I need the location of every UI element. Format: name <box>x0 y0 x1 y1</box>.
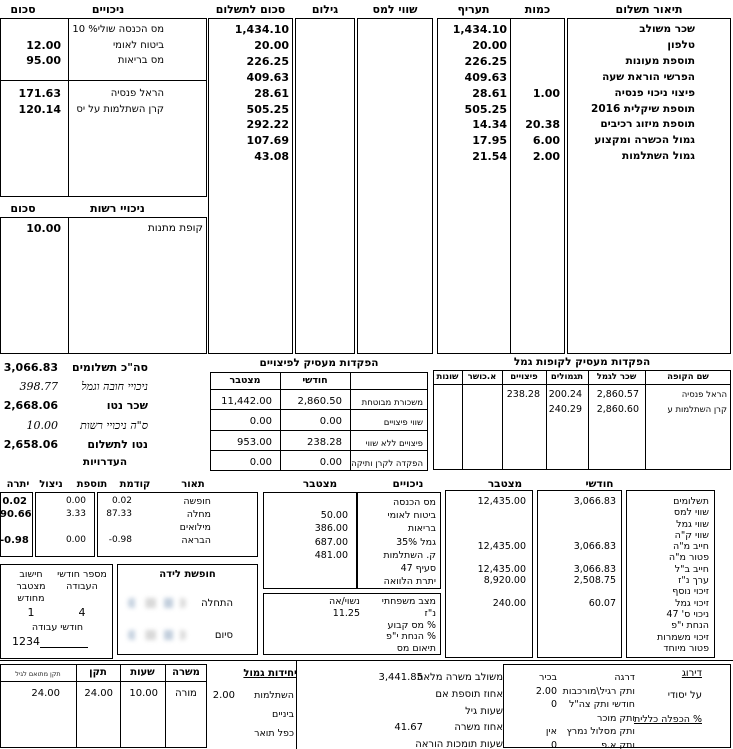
fund-deduction-label: הראל פנסיה <box>110 88 164 99</box>
summary-value: 2,668.06 <box>3 399 58 413</box>
payment-rate: 1,434.10 <box>452 23 507 36</box>
payment-desc: טלפון <box>667 38 695 51</box>
severance-label: הפקדה לקרן ותיקה <box>351 459 423 470</box>
tax-total-cumulative-value <box>445 643 526 654</box>
tax-total-monthly-value <box>537 530 616 541</box>
optional-deduction-label: קופת מתנות <box>147 222 203 234</box>
work-months-count-header: מספר חודשי העבודה <box>57 569 107 592</box>
tax-total-monthly-value: 3,066.83 <box>573 563 616 575</box>
gemel-column-header: שם הקופה <box>667 372 709 382</box>
cumulative-deduction-label: ביטוח לאומי <box>387 510 436 522</box>
payment-amount: 226.25 <box>246 54 289 68</box>
gmul-units-values <box>205 686 235 743</box>
severance-cumulative-values <box>210 392 280 474</box>
payment-rate: 505.25 <box>464 102 507 116</box>
payment-amount: 409.63 <box>246 70 289 84</box>
blank-fill-line <box>40 636 88 648</box>
work-months-footer-value <box>12 635 88 648</box>
family-status-labels <box>360 596 439 655</box>
work-months-calc-header: חישוב מצטבר מחודש <box>16 569 46 604</box>
tax-total-label: שווי למס <box>673 507 709 519</box>
absences-column-header: ניצול <box>39 479 63 490</box>
cumulative-deduction-label: סעיף 47 <box>400 563 436 575</box>
grading-value: 2.00 <box>535 685 557 697</box>
summary-value: 3,066.83 <box>3 361 58 374</box>
gemel-column-header: שכר לגמל <box>596 372 637 382</box>
payments-qty-header: כמות <box>524 3 551 16</box>
tax-total-label: ניכוי ס' 47 <box>666 608 709 620</box>
gemel-pitzuim-value <box>502 402 540 417</box>
summary-value: 2,658.06 <box>3 437 58 451</box>
payments-grossup-column-box <box>295 18 355 354</box>
cumulative-deduction-value <box>263 562 348 575</box>
rate-qty-divider <box>510 18 511 354</box>
tax-total-monthly-value <box>537 609 616 620</box>
family-status-label: נ"ז <box>424 607 436 619</box>
tax-total-cumulative-value <box>445 507 526 518</box>
severance-label: משכורת מבוטחת <box>361 398 423 408</box>
payments-rate-column <box>437 22 510 165</box>
gmul-unit-value <box>205 724 235 743</box>
absences-previous-values <box>97 495 134 547</box>
payment-qty: 6.00 <box>532 134 560 148</box>
tax-totals-cumulative-values <box>445 496 531 654</box>
work-months-footer-label: חודשי עבודה <box>31 622 84 633</box>
tax-total-monthly-value: 2,508.75 <box>573 575 616 587</box>
position-column-header: תקן מתואם לגיל <box>15 670 61 678</box>
gemel-title: הפקדות מעסיק לקופות גמל <box>513 356 651 368</box>
tax-total-cumulative-value <box>445 530 526 541</box>
tax-total-cumulative-value <box>445 586 526 597</box>
absence-added-value: 0.00 <box>65 535 86 545</box>
severance-monthly-value: 2,860.50 <box>297 396 342 407</box>
cumulative-deductions-values <box>263 496 355 588</box>
position-cell: 24.00 <box>31 688 60 699</box>
family-status-values <box>263 596 362 655</box>
grading-value <box>505 712 557 726</box>
position-column-header: משרה <box>172 667 200 678</box>
payment-qty: 1.00 <box>532 86 560 100</box>
tax-total-monthly-value <box>537 552 616 563</box>
tax-total-monthly-value <box>537 519 616 530</box>
tax-total-label: חייב מ"ה <box>673 541 709 553</box>
gemel-grid-line <box>645 370 646 470</box>
absences-title: העדרויות <box>82 456 128 468</box>
employee-months-number: 1234 <box>12 635 40 648</box>
payment-qty <box>512 102 560 118</box>
severance-label: שווי פיצויים <box>383 418 423 429</box>
gmul-unit-value <box>205 705 235 724</box>
payment-rate: 17.95 <box>472 134 507 148</box>
gemel-salary-values <box>588 387 643 417</box>
payment-amount: 107.69 <box>246 134 289 148</box>
gemel-salary-value: 2,860.60 <box>596 404 639 415</box>
summary-value: 398.77 <box>19 380 58 394</box>
salary-base-values <box>343 670 423 749</box>
tax-total-label: הנחת י"פ <box>671 620 709 632</box>
tax-total-label: זיכוי נוסף <box>672 586 709 598</box>
severance-monthly-value: 0.00 <box>319 416 342 428</box>
cumulative-deduction-label: גמל 35% <box>396 536 436 548</box>
tax-total-label: פטור מ"ה <box>668 552 709 564</box>
gemel-grid-line <box>433 384 731 385</box>
absences-column-header: יתרה <box>6 479 30 490</box>
maternity-title: חופשת לידה <box>159 569 216 580</box>
fund-deduction-amounts <box>0 86 69 117</box>
payment-desc: תוספת שיקלית 2016 <box>591 102 695 115</box>
salary-base-value <box>343 737 423 749</box>
salary-base-label: שעות גיל <box>465 705 503 717</box>
gemel-tagmulim-value: 200.24 <box>548 389 582 400</box>
severance-monthly-value: 0.00 <box>319 457 342 469</box>
payments-amount-column <box>208 22 293 165</box>
optional-deduction-labels <box>69 221 206 237</box>
maternity-end-label: סיום <box>214 630 233 641</box>
deduction-amount: 12.00 <box>26 38 61 52</box>
cumulative-deduction-label: יתרת הלוואה <box>383 576 436 588</box>
grading-values <box>505 671 557 749</box>
family-status-label: תיאום מס <box>396 643 436 655</box>
absence-added-value: 3.33 <box>65 509 86 519</box>
payment-desc: פיצוי ניכוי פנסיה <box>614 86 695 99</box>
payments-desc-header: תיאור תשלום <box>615 3 683 16</box>
optional-deduction-amount: 10.00 <box>26 222 61 235</box>
gmul-unit-label: השתלמות <box>254 690 294 701</box>
absence-balance-value: 90.66 <box>0 509 32 520</box>
absence-previous-value <box>97 521 132 534</box>
grading-label: ותק מסלול נמרץ <box>566 726 635 737</box>
tax-total-label: פטור מיוחד <box>663 642 709 654</box>
severance-labels <box>350 393 426 475</box>
cumulative-deduction-value: 687.00 <box>314 536 348 548</box>
payment-rate: 28.61 <box>472 86 507 100</box>
payment-qty: 2.00 <box>532 150 560 164</box>
grading-rating-value: על יסודי <box>667 690 702 701</box>
salary-base-value <box>343 687 423 704</box>
family-status-value <box>263 620 360 632</box>
payment-desc: תוספת מיזוג רכיבים <box>600 118 695 131</box>
tax-total-cumulative-value: 12,435.00 <box>477 563 526 575</box>
payments-amount-header: סכום לתשלום <box>215 3 286 16</box>
payments-taxvalue-header: שווי למס <box>372 3 418 16</box>
family-status-label: מצב משפחתי <box>381 596 436 607</box>
grading-rating-label: דירוג <box>681 668 702 679</box>
payment-amount: 292.22 <box>246 118 289 132</box>
gemel-grid-line <box>546 370 547 470</box>
gmul-unit-label: כפל תואר <box>254 728 294 739</box>
tax-total-label: שווי גמל <box>676 518 709 530</box>
bottom-band-separator <box>0 660 733 661</box>
absence-label: חופשה <box>183 496 211 507</box>
maternity-end-value-redacted <box>128 630 186 640</box>
tax-total-monthly-value: 3,066.83 <box>573 541 616 553</box>
work-months-count-value: 4 <box>78 606 86 619</box>
cumulative-deduction-label: בריאות <box>407 523 436 535</box>
family-status-label: % הנחת י"פ <box>386 631 436 643</box>
severance-grid-line <box>210 389 428 390</box>
family-status-value <box>263 631 360 643</box>
tax-total-label: זיכוי גמל <box>675 597 709 609</box>
tax-total-monthly-value <box>537 620 616 631</box>
severance-cumulative-value: 0.00 <box>249 457 272 469</box>
summary-label: ניכויי חובה וגמל <box>81 380 148 394</box>
grading-label: דרגה <box>614 672 635 683</box>
severance-cumulative-header: מצטבר <box>229 375 261 386</box>
cumulative-deductions-title: ניכויים <box>392 478 424 490</box>
salary-base-value: 41.67 <box>394 722 423 734</box>
gemel-pitzuim-value: 238.28 <box>506 389 540 400</box>
grading-label: ותק מוכר <box>596 712 635 724</box>
maternity-start-value-redacted <box>128 598 186 608</box>
cumulative-deduction-label: מס הכנסה <box>392 497 436 508</box>
payment-amount: 20.00 <box>254 38 289 52</box>
summary-label: נטו לתשלום <box>87 437 148 451</box>
grading-label: חודשי ותק צה"ל <box>568 699 635 710</box>
absence-added-value <box>35 521 86 534</box>
position-column-header: שעות <box>130 667 155 678</box>
severance-monthly-header: חודשי <box>302 375 328 386</box>
summary-label: סה"כ תשלומים <box>72 361 148 374</box>
payment-qty <box>512 54 560 70</box>
tax-total-monthly-value <box>537 643 616 654</box>
tax-total-monthly-value: 60.07 <box>588 597 616 609</box>
tax-total-cumulative-value <box>445 519 526 530</box>
deduction-amount <box>0 22 61 38</box>
optional-deductions-amount-header: סכום <box>10 202 36 215</box>
tax-total-cumulative-value <box>445 632 526 643</box>
payment-desc: תוספת מעונות <box>625 54 695 67</box>
absence-previous-value: 0.02 <box>111 496 132 506</box>
payment-rate: 14.34 <box>472 118 507 132</box>
summary-values <box>0 358 62 454</box>
tax-total-cumulative-value: 240.00 <box>492 597 526 609</box>
tax-total-label: זיכוי משמרות <box>657 631 709 643</box>
tax-total-label: תשלומים <box>673 496 709 507</box>
gemel-fund-name: הראל פנסיה <box>681 390 727 400</box>
grading-label: ותק א.פ <box>601 739 635 749</box>
gemel-table <box>433 370 731 470</box>
payment-qty: 20.38 <box>525 118 560 132</box>
absences-added-values <box>35 495 91 547</box>
salary-base-value <box>343 704 423 721</box>
severance-monthly-value: 238.28 <box>307 436 342 448</box>
payment-rate: 20.00 <box>472 38 507 52</box>
deduction-label: ביטוח לאומי <box>112 39 164 51</box>
gemel-grid-line <box>502 370 503 470</box>
work-months-calc-value: 1 <box>27 606 35 619</box>
severance-monthly-values <box>280 392 350 474</box>
salary-base-label: אחוז תוספת אם <box>435 688 503 700</box>
payment-desc: הפרשי הוראת שעה <box>602 70 695 83</box>
cumulative-deduction-label: ק. השתלמות <box>383 549 436 561</box>
family-status-value: נשוי/אה <box>328 596 360 607</box>
tax-total-cumulative-value: 12,435.00 <box>477 541 526 553</box>
absence-label: מחלה <box>186 509 211 520</box>
salary-base-label: משולב משרה מלאה <box>416 672 503 683</box>
payment-qty <box>512 22 560 38</box>
tax-total-label: שווי ק"ה <box>674 529 709 541</box>
payments-taxvalue-column-box <box>357 18 433 354</box>
absences-column-header: תאור <box>181 479 205 490</box>
tax-total-monthly-value <box>537 586 616 597</box>
position-column-header: תקן <box>89 667 107 678</box>
gemel-column-header: שונות <box>436 372 459 382</box>
payment-amount: 28.61 <box>254 86 289 100</box>
tax-totals-monthly-values <box>537 496 621 654</box>
family-status-value <box>263 643 360 655</box>
cumulative-deductions-col-header: מצטבר <box>302 478 338 490</box>
absence-previous-value: 87.33 <box>106 509 132 519</box>
gmul-units-labels <box>243 686 296 743</box>
payment-desc: גמול הכשרה ומקצוע <box>594 134 695 147</box>
absence-added-value: 0.00 <box>65 496 86 506</box>
cumulative-deductions-labels <box>358 496 439 588</box>
salary-base-label: אחוז משרה <box>454 722 503 734</box>
tax-total-monthly-value <box>537 632 616 643</box>
gemel-column-header: פיצויים <box>510 372 538 382</box>
absences-balance-values <box>0 495 31 547</box>
payment-desc: שכר משולב <box>639 23 695 35</box>
deduction-amount: 95.00 <box>26 54 61 68</box>
cumulative-deduction-value <box>263 496 348 509</box>
absence-balance-value: 0.02 <box>2 496 27 507</box>
tax-totals-labels <box>626 496 714 654</box>
absence-balance-value: -0.98 <box>0 535 29 546</box>
payments-desc-column <box>567 22 731 165</box>
tax-total-cumulative-value: 8,920.00 <box>483 575 526 587</box>
summary-label: ס"ה ניכויי רשות <box>80 418 148 432</box>
deductions-amount-header: סכום <box>10 3 36 16</box>
gemel-salary-value: 2,860.57 <box>596 389 639 400</box>
grading-label: ותק רגיל\מורכבות <box>562 685 635 697</box>
tax-total-monthly-value <box>537 507 616 518</box>
fund-deduction-label: קרן השתלמות על יס <box>76 103 164 115</box>
gemel-column-header: א.כושר <box>467 372 497 382</box>
severance-title: הפקדות מעסיק לפיצויים <box>259 357 379 369</box>
grading-multiplier-label: % הכפלה כללית <box>633 714 702 725</box>
position-cell: 10.00 <box>129 688 158 699</box>
deduction-label: מס הכנסה שולי% 10 <box>72 24 164 35</box>
tax-total-cumulative-value <box>445 552 526 563</box>
severance-cumulative-value: 953.00 <box>237 436 272 448</box>
payments-rate-header: תעריף <box>457 3 490 16</box>
payment-qty <box>512 70 560 86</box>
gmul-units-title: יחידות גמול <box>243 668 297 679</box>
gmul-unit-value: 2.00 <box>212 690 235 701</box>
tax-total-monthly-value: 3,066.83 <box>573 496 616 507</box>
family-status-label: % מס קבוע <box>387 619 436 631</box>
payment-qty <box>512 38 560 54</box>
maternity-start-label: התחלה <box>201 598 233 609</box>
optional-deductions-title: ניכויי רשות <box>90 202 145 215</box>
severance-cumulative-value: 0.00 <box>249 416 272 428</box>
absences-column-header: קודמת <box>119 479 151 490</box>
gemel-grid-line <box>588 370 589 470</box>
deductions-title: ניכויים <box>91 3 125 16</box>
payment-amount: 1,434.10 <box>234 23 289 36</box>
position-cell: 24.00 <box>84 688 113 699</box>
payment-amount: 505.25 <box>246 102 289 116</box>
payment-desc: גמול השתלמות <box>622 150 695 163</box>
absence-balance-value <box>0 521 27 534</box>
severance-cumulative-value: 11,442.00 <box>221 396 272 407</box>
payment-rate: 226.25 <box>464 54 507 68</box>
gemel-fund-names <box>645 388 729 418</box>
grading-value: בכיר <box>538 672 557 683</box>
deductions-amounts <box>0 22 69 69</box>
tax-total-cumulative-value <box>445 620 526 631</box>
tax-total-cumulative-value: 12,435.00 <box>477 496 526 507</box>
payment-rate: 409.63 <box>464 70 507 84</box>
fund-deduction-labels <box>69 86 206 117</box>
position-grid-line <box>0 681 207 682</box>
cumulative-deduction-value: 50.00 <box>320 510 348 522</box>
tax-totals-monthly-header: חודשי <box>585 478 614 490</box>
tax-totals-cumulative-header: מצטבר <box>487 478 523 490</box>
family-status-value: 11.25 <box>332 607 360 619</box>
optional-deductions-divider <box>68 217 69 354</box>
deductions-labels <box>69 22 206 69</box>
optional-deduction-amounts <box>0 221 69 237</box>
payment-amount: 43.08 <box>254 150 289 164</box>
gemel-tagmulim-values <box>546 387 586 417</box>
grading-value: 0 <box>550 699 557 710</box>
cumulative-deduction-value: 386.00 <box>314 523 348 535</box>
absences-column-header: תוספת <box>76 479 108 490</box>
summary-value: 10.00 <box>26 418 58 432</box>
optional-deductions-box <box>0 217 207 354</box>
absence-label: מילואים <box>179 522 211 533</box>
gmul-unit-label: ביניים <box>272 709 294 720</box>
fund-deduction-amount: 171.63 <box>18 87 61 100</box>
severance-label: פיצויים ללא שווי <box>365 438 423 449</box>
gemel-pitzuim-values <box>502 387 544 417</box>
gemel-fund-name: קרן השתלמות ע <box>667 405 727 415</box>
tax-total-label: חייב ב"ל <box>674 563 709 575</box>
tax-total-label: ערך נ"ז <box>678 575 709 587</box>
grading-value: אין <box>545 726 557 737</box>
deduction-label: מס בריאות <box>117 55 164 67</box>
salary-base-value: 3,441.85 <box>378 672 423 683</box>
gemel-tagmulim-value: 240.29 <box>548 404 582 415</box>
position-cell: מורה <box>175 688 197 699</box>
tax-total-cumulative-value <box>445 609 526 620</box>
gemel-grid-line <box>462 370 463 470</box>
cumulative-deduction-value <box>263 575 348 588</box>
payment-rate: 21.54 <box>472 150 507 164</box>
deductions-box-separator <box>0 80 207 81</box>
absence-label: הבראה <box>181 535 211 546</box>
absence-previous-value: -0.98 <box>108 535 132 545</box>
payments-grossup-header: גילום <box>311 3 339 16</box>
gemel-column-header: תגמולים <box>550 372 584 382</box>
salary-base-label: שעות תומכות הוראה <box>415 739 503 749</box>
cumulative-deduction-value: 481.00 <box>314 549 348 561</box>
fund-deduction-amount: 120.14 <box>18 102 61 116</box>
summary-label: שכר נטו <box>106 399 148 413</box>
payments-qty-column <box>512 22 565 165</box>
grading-value: 0 <box>550 739 557 749</box>
